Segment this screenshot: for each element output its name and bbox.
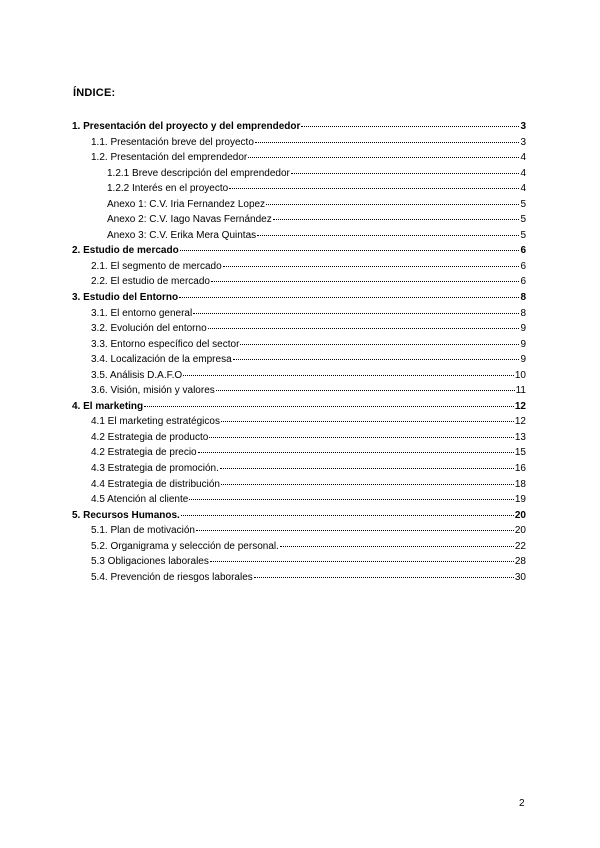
toc-title: ÍNDICE: — [73, 87, 116, 99]
toc-entry-label: Anexo 2: C.V. Iago Navas Fernández — [107, 214, 272, 226]
toc-entry-page: 30 — [514, 571, 526, 583]
toc-entry[interactable] — [72, 525, 526, 541]
toc-entry-page: 19 — [514, 494, 526, 506]
toc-entry-label: 1. Presentación del proyecto y del emprendedor — [72, 121, 301, 132]
toc-entry[interactable] — [72, 276, 526, 292]
toc-entry-page: 8 — [520, 292, 526, 304]
dot-leader — [223, 266, 520, 267]
toc-entry-page: 11 — [515, 385, 526, 397]
toc-entry[interactable] — [72, 339, 526, 355]
toc-entry-label: 5.4. Prevención de riesgos laborales — [91, 571, 253, 583]
toc-entry-label: 4.1 El marketing estratégicos — [91, 416, 220, 428]
toc-entry-label: 2.1. El segmento de mercado — [91, 260, 222, 272]
dot-leader — [220, 468, 514, 469]
toc-entry[interactable] — [72, 121, 526, 137]
dot-leader — [183, 375, 514, 376]
page-number: 2 — [519, 798, 525, 809]
toc-entry-page: 3 — [520, 121, 526, 132]
toc-entry[interactable] — [72, 214, 526, 230]
toc-entry-page: 6 — [520, 276, 526, 288]
toc-entry-page: 6 — [520, 245, 526, 257]
toc-entry[interactable] — [72, 432, 526, 448]
dot-leader — [266, 204, 519, 205]
toc-entry-label: 4.2 Estrategia de precio — [91, 447, 197, 459]
toc-entry[interactable] — [72, 494, 526, 510]
toc-entry[interactable] — [72, 323, 526, 339]
dot-leader — [181, 515, 514, 516]
toc-entry[interactable] — [72, 447, 526, 463]
dot-leader — [208, 328, 520, 329]
toc-entry[interactable] — [72, 401, 526, 417]
toc-entry[interactable] — [72, 308, 526, 324]
toc-entry-label: 3.4. Localización de la empresa — [91, 354, 232, 366]
toc-entry-label: 4. El marketing — [72, 400, 144, 412]
toc-entry-page: 10 — [514, 369, 526, 381]
toc-entry[interactable] — [72, 230, 526, 246]
toc-entry-page: 28 — [514, 556, 526, 568]
dot-leader — [233, 359, 520, 360]
dot-leader — [221, 421, 514, 422]
toc-entry-page: 16 — [514, 463, 526, 475]
toc-entry-page: 4 — [520, 152, 526, 164]
toc-entry[interactable] — [72, 199, 526, 215]
toc-entry-page: 18 — [514, 478, 526, 490]
toc-entry-page: 4 — [520, 183, 526, 195]
dot-leader — [198, 452, 514, 453]
toc-entry-page: 12 — [514, 416, 526, 428]
toc-entry[interactable] — [72, 479, 526, 495]
toc-entry-label: 4.4 Estrategia de distribución — [91, 478, 220, 490]
toc-entry[interactable] — [72, 572, 526, 588]
toc-entry-label: 3.1. El entorno general — [91, 307, 193, 319]
toc-entry[interactable] — [72, 541, 526, 557]
dot-leader — [196, 530, 514, 531]
dot-leader — [189, 499, 514, 500]
toc-entry[interactable] — [72, 463, 526, 479]
dot-leader — [221, 484, 514, 485]
toc-entry[interactable] — [72, 292, 526, 308]
toc-entry-page: 6 — [520, 260, 526, 272]
toc-entry-page: 12 — [514, 400, 526, 412]
dot-leader — [255, 142, 520, 143]
toc-entry-page: 9 — [520, 338, 526, 350]
table-of-contents — [72, 121, 526, 587]
dot-leader — [180, 250, 520, 251]
toc-entry-label: 2. Estudio de mercado — [72, 245, 179, 257]
toc-entry-label: 4.5 Atención al cliente — [91, 494, 189, 506]
toc-entry-label: 1.1. Presentación breve del proyecto — [91, 136, 254, 148]
dot-leader — [248, 157, 519, 158]
dot-leader — [280, 546, 514, 547]
dot-leader — [257, 235, 519, 236]
dot-leader — [240, 344, 519, 345]
dot-leader — [193, 313, 519, 314]
toc-entry-label: 4.2 Estrategia de producto — [91, 431, 209, 443]
toc-entry-page: 15 — [514, 447, 526, 459]
toc-entry-label: 5.2. Organigrama y selección de personal. — [91, 540, 279, 552]
toc-entry-label: 3. Estudio del Entorno — [72, 292, 179, 304]
toc-entry-label: Anexo 3: C.V. Erika Mera Quintas — [107, 229, 257, 241]
toc-entry-label: 5.3 Obligaciones laborales — [91, 556, 209, 568]
toc-entry-label: 1.2.1 Breve descripción del emprendedor — [107, 167, 290, 179]
toc-entry-page: 20 — [514, 509, 526, 521]
dot-leader — [216, 390, 515, 391]
toc-entry[interactable] — [72, 168, 526, 184]
toc-entry[interactable] — [72, 183, 526, 199]
dot-leader — [273, 219, 520, 220]
toc-entry-label: 4.3 Estrategia de promoción. — [91, 463, 219, 475]
toc-entry-page: 9 — [520, 323, 526, 335]
toc-entry[interactable] — [72, 137, 526, 153]
toc-entry-label: 1.2. Presentación del emprendedor — [91, 152, 248, 164]
toc-entry[interactable] — [72, 416, 526, 432]
dot-leader — [179, 297, 519, 298]
toc-entry[interactable] — [72, 385, 526, 401]
toc-entry-page: 5 — [520, 214, 526, 226]
toc-entry-page: 20 — [514, 525, 526, 537]
dot-leader — [144, 406, 514, 407]
toc-entry[interactable] — [72, 152, 526, 168]
toc-entry-page: 8 — [520, 307, 526, 319]
toc-entry-page: 9 — [520, 354, 526, 366]
toc-entry-page: 3 — [520, 136, 526, 148]
toc-entry[interactable] — [72, 510, 526, 526]
toc-entry[interactable] — [72, 354, 526, 370]
toc-entry[interactable] — [72, 370, 526, 386]
toc-entry-page: 22 — [514, 540, 526, 552]
toc-entry-page: 5 — [520, 229, 526, 241]
dot-leader — [291, 173, 520, 174]
toc-entry-label: 3.3. Entorno específico del sector — [91, 338, 240, 350]
dot-leader — [209, 437, 514, 438]
dot-leader — [301, 126, 519, 127]
toc-entry[interactable] — [72, 556, 526, 572]
toc-entry-label: Anexo 1: C.V. Iria Fernandez Lopez — [107, 198, 266, 210]
dot-leader — [210, 561, 514, 562]
toc-entry-page: 13 — [514, 431, 526, 443]
toc-entry-label: 1.2.2 Interés en el proyecto — [107, 183, 229, 195]
dot-leader — [211, 281, 519, 282]
toc-entry[interactable] — [72, 245, 526, 261]
toc-entry-page: 5 — [520, 198, 526, 210]
toc-entry-label: 3.5. Análisis D.A.F.O — [91, 369, 183, 381]
toc-entry-page: 4 — [520, 167, 526, 179]
toc-entry[interactable] — [72, 261, 526, 277]
toc-entry-label: 2.2. El estudio de mercado — [91, 276, 210, 288]
toc-entry-label: 5. Recursos Humanos. — [72, 509, 180, 521]
toc-entry-label: 3.2. Evolución del entorno — [91, 323, 207, 335]
dot-leader — [229, 188, 519, 189]
dot-leader — [254, 577, 514, 578]
toc-entry-label: 5.1. Plan de motivación — [91, 525, 195, 537]
toc-entry-label: 3.6. Visión, misión y valores — [91, 385, 215, 397]
